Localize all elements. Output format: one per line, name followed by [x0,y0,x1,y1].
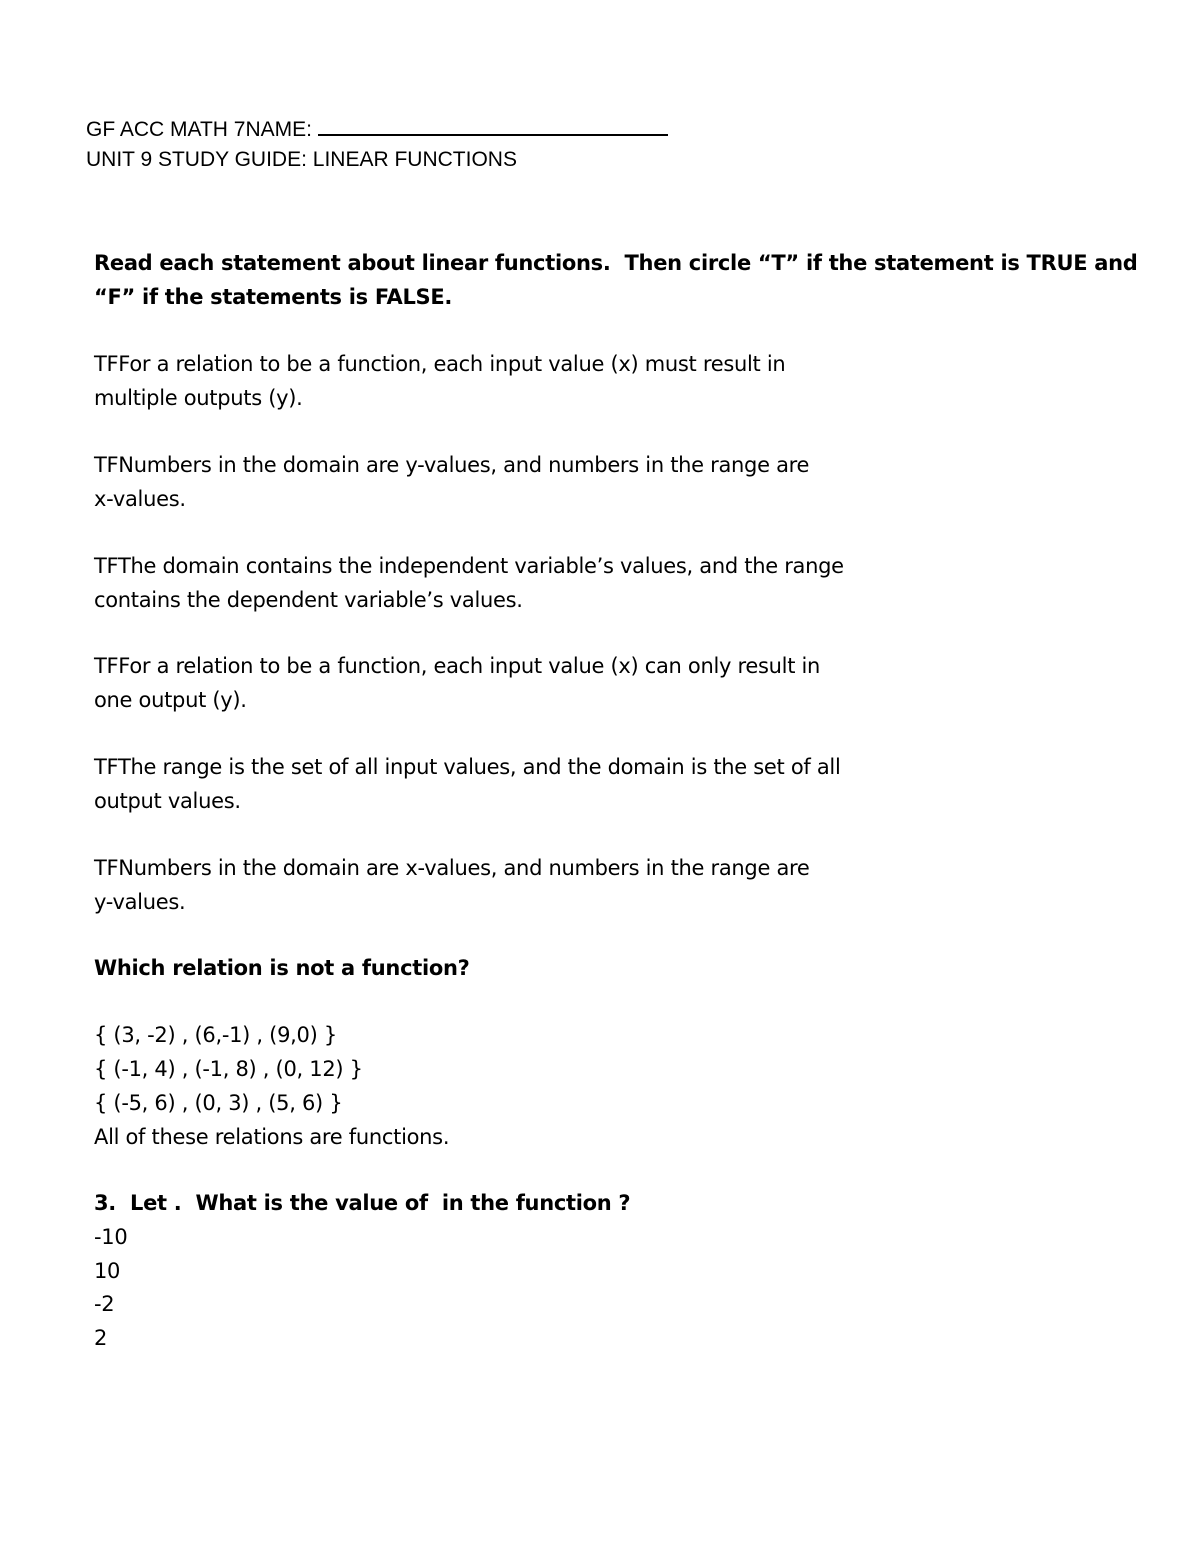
question-3-prompt: 3. Let . What is the value of in the function ? [94,1191,631,1215]
question-2-option-b: { (-1, 4) , (-1, 8) , (0, 12) } [94,1057,363,1081]
header-name-line [86,118,668,142]
instructions-line-1: Read each statement about linear functions. Then circle “T” if the statement is TRUE and [94,251,1138,275]
question-2-option-d: All of these relations are functions. [94,1125,450,1149]
question-3-option-a: -10 [94,1225,128,1249]
header-title: GF ACC MATH 7NAME: [86,118,318,141]
question-3-option-d: 2 [94,1326,108,1350]
question-3-option-c: -2 [94,1292,115,1316]
instructions-line-2: “F” if the statements is FALSE. [94,285,453,309]
statement-6-line-2: y-values. [94,890,186,914]
statement-6-line-1: TFNumbers in the domain are x-values, and numbers in the range are [94,856,810,880]
statement-4-line-1: TFFor a relation to be a function, each input value (x) can only result in [94,654,821,678]
statement-2-line-2: x-values. [94,487,186,511]
statement-4-line-2: one output (y). [94,688,247,712]
name-blank-line [318,133,668,136]
header-unit-title: UNIT 9 STUDY GUIDE: LINEAR FUNCTIONS [86,148,517,171]
statement-3-line-1: TFThe domain contains the independent variable’s values, and the range [94,554,844,578]
question-3-option-b: 10 [94,1259,121,1283]
statement-5-line-1: TFThe range is the set of all input values, and the domain is the set of all [94,755,841,779]
statement-2-line-1: TFNumbers in the domain are y-values, and numbers in the range are [94,453,810,477]
question-2-option-a: { (3, -2) , (6,-1) , (9,0) } [94,1023,337,1047]
statement-3-line-2: contains the dependent variable’s values. [94,588,523,612]
statement-1-line-1: TFFor a relation to be a function, each input value (x) must result in [94,352,786,376]
statement-5-line-2: output values. [94,789,241,813]
question-2-prompt: Which relation is not a function? [94,956,470,980]
question-2-option-c: { (-5, 6) , (0, 3) , (5, 6) } [94,1091,343,1115]
statement-1-line-2: multiple outputs (y). [94,386,303,410]
